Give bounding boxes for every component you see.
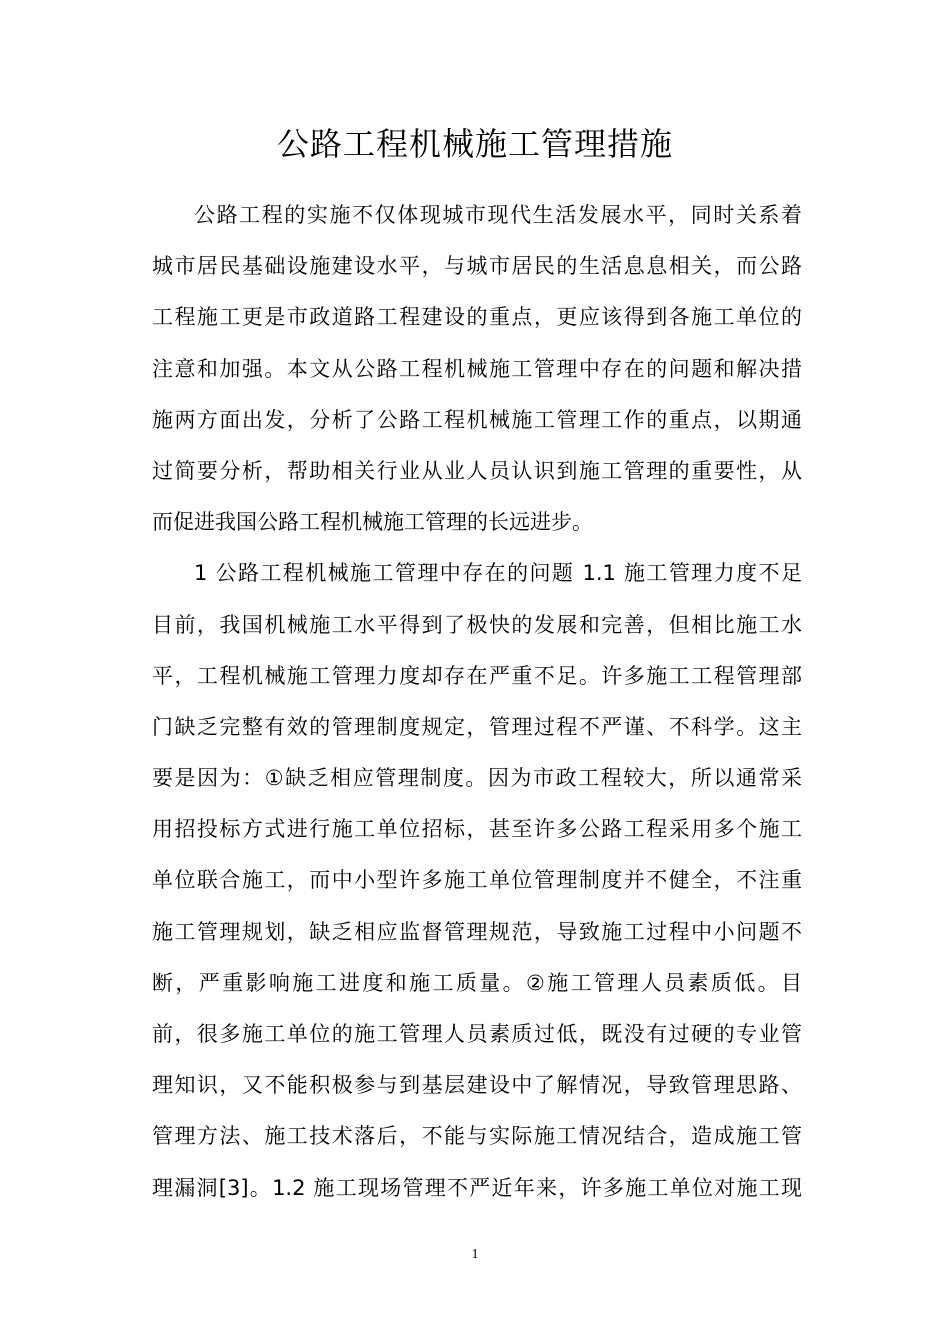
body-line: 断，严重影响施工进度和施工质量。②施工管理人员素质低。目 [152,970,802,995]
body-line: 平，工程机械施工管理力度却存在严重不足。许多施工工程管理部 [152,663,802,688]
body-line: 施工管理规划，缺乏相应监督管理规范，导致施工过程中小问题不 [152,919,802,944]
body-line: 用招投标方式进行施工单位招标，甚至许多公路工程采用多个施工 [152,817,802,842]
body-line: 过简要分析，帮助相关行业从业人员认识到施工管理的重要性，从 [152,458,802,483]
body-line: 施两方面出发，分析了公路工程机械施工管理工作的重点，以期通 [152,407,802,432]
body-line: 而促进我国公路工程机械施工管理的长远进步。 [152,510,593,535]
document-title: 公路工程机械施工管理措施 [276,125,673,163]
document-body [152,190,802,1214]
body-line: 注意和加强。本文从公路工程机械施工管理中存在的问题和解决措 [152,356,802,381]
body-line: 门缺乏完整有效的管理制度规定，管理过程不严谨、不科学。这主 [152,714,802,739]
body-line: 1 公路工程机械施工管理中存在的问题 1.1 施工管理力度不足 [194,561,802,586]
body-line: 公路工程的实施不仅体现城市现代生活发展水平，同时关系着 [194,203,802,227]
body-line: 单位联合施工，而中小型许多施工单位管理制度并不健全，不注重 [152,868,802,893]
body-line: 城市居民基础设施建设水平，与城市居民的生活息息相关，而公路 [152,254,802,279]
body-line: 要是因为：①缺乏相应管理制度。因为市政工程较大，所以通常采 [152,766,802,791]
page-number: 1 [471,1247,479,1262]
body-line: 理知识，又不能积极参与到基层建设中了解情况，导致管理思路、 [152,1073,802,1098]
body-line: 理漏洞[3]。1.2 施工现场管理不严近年来，许多施工单位对施工现 [152,1175,802,1200]
body-line: 前，很多施工单位的施工管理人员素质过低，既没有过硬的专业管 [152,1022,802,1046]
body-line: 目前，我国机械施工水平得到了极快的发展和完善，但相比施工水 [152,612,802,637]
body-line: 管理方法、施工技术落后，不能与实际施工情况结合，造成施工管 [152,1124,802,1149]
body-line: 工程施工更是市政道路工程建设的重点，更应该得到各施工单位的 [152,305,802,330]
